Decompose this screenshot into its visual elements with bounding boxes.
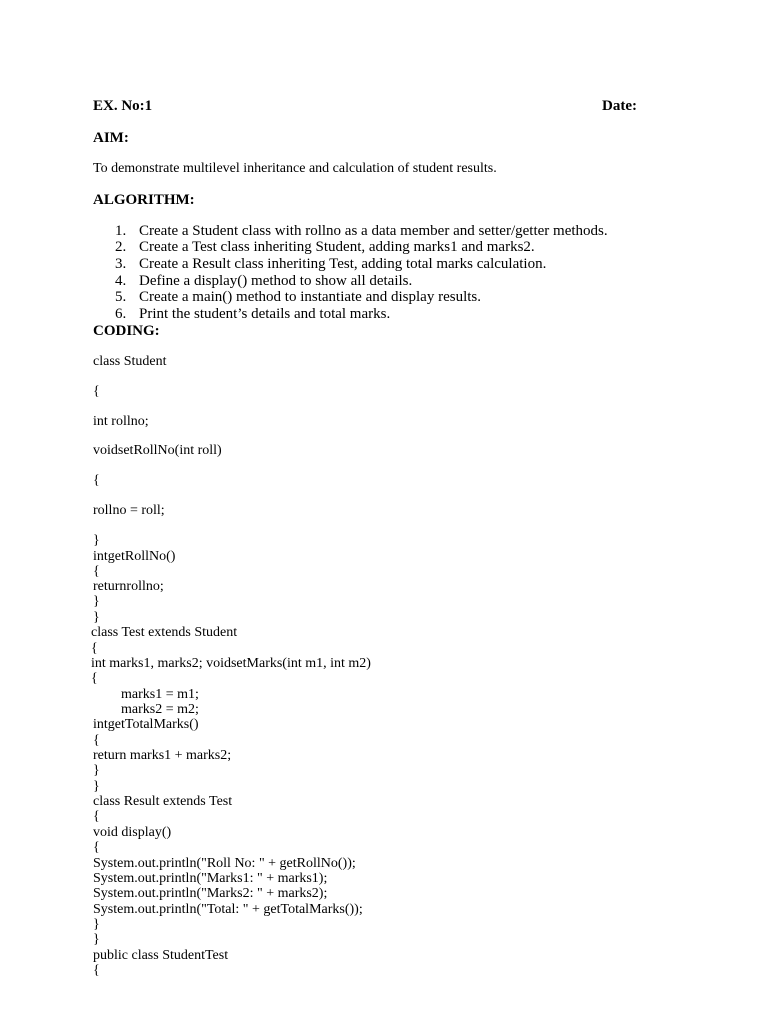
algorithm-step-number: 5. <box>115 289 127 305</box>
code-line: voidsetRollNo(int roll) <box>93 443 222 458</box>
code-line: class Result extends Test <box>93 794 233 809</box>
code-line: { <box>93 564 100 579</box>
algorithm-step-number: 4. <box>115 273 127 289</box>
code-line: } <box>93 779 100 794</box>
algorithm-step-text: Create a Student class with rollno as a data member and setter/getter methods. <box>139 223 608 239</box>
aim-heading: AIM: <box>93 130 129 146</box>
code-line: { <box>91 671 98 686</box>
code-line: rollno = roll; <box>93 503 165 518</box>
algorithm-step-number: 6. <box>115 306 127 322</box>
code-line: intgetRollNo() <box>93 549 176 564</box>
algorithm-step-text: Create a Test class inheriting Student, adding marks1 and marks2. <box>139 239 535 255</box>
algorithm-step-text: Define a display() method to show all details. <box>139 273 413 289</box>
code-line: returnrollno; <box>93 579 164 594</box>
code-line: { <box>93 733 100 748</box>
code-line: } <box>93 763 100 778</box>
code-line: { <box>93 963 100 978</box>
algorithm-step-number: 3. <box>115 256 127 272</box>
code-line: { <box>93 473 100 488</box>
code-line: marks1 = m1; <box>121 687 199 702</box>
aim-text: To demonstrate multilevel inheritance and calculation of student results. <box>93 161 497 176</box>
code-line: class Student <box>93 354 167 369</box>
code-line: System.out.println("Marks2: " + marks2); <box>93 886 328 901</box>
coding-heading: CODING: <box>93 323 160 339</box>
code-line: public class StudentTest <box>93 948 229 963</box>
code-line: } <box>93 610 100 625</box>
code-line: } <box>93 932 100 947</box>
code-line: void display() <box>93 825 172 840</box>
code-line: intgetTotalMarks() <box>93 717 199 732</box>
exercise-number: EX. No:1 <box>93 98 153 114</box>
date-label: Date: <box>602 98 637 114</box>
algorithm-step-number: 1. <box>115 223 127 239</box>
code-line: System.out.println("Total: " + getTotalMarks()); <box>93 902 363 917</box>
code-line: { <box>93 809 100 824</box>
code-line: marks2 = m2; <box>121 702 199 717</box>
algorithm-step-number: 2. <box>115 239 127 255</box>
algorithm-step-text: Print the student’s details and total marks. <box>139 306 391 322</box>
code-line: System.out.println("Roll No: " + getRollNo()); <box>93 856 356 871</box>
code-line: int rollno; <box>93 414 149 429</box>
algorithm-heading: ALGORITHM: <box>93 192 195 208</box>
code-line: { <box>93 840 100 855</box>
code-line: class Test extends Student <box>91 625 238 640</box>
code-line: } <box>93 533 100 548</box>
algorithm-step-text: Create a main() method to instantiate and display results. <box>139 289 481 305</box>
code-line: return marks1 + marks2; <box>93 748 232 763</box>
code-line: int marks1, marks2; voidsetMarks(int m1, int m2) <box>91 656 371 671</box>
code-line: System.out.println("Marks1: " + marks1); <box>93 871 328 886</box>
code-line: } <box>93 594 100 609</box>
code-line: { <box>93 384 100 399</box>
algorithm-step-text: Create a Result class inheriting Test, adding total marks calculation. <box>139 256 547 272</box>
code-line: } <box>93 917 100 932</box>
code-line: { <box>91 641 98 656</box>
